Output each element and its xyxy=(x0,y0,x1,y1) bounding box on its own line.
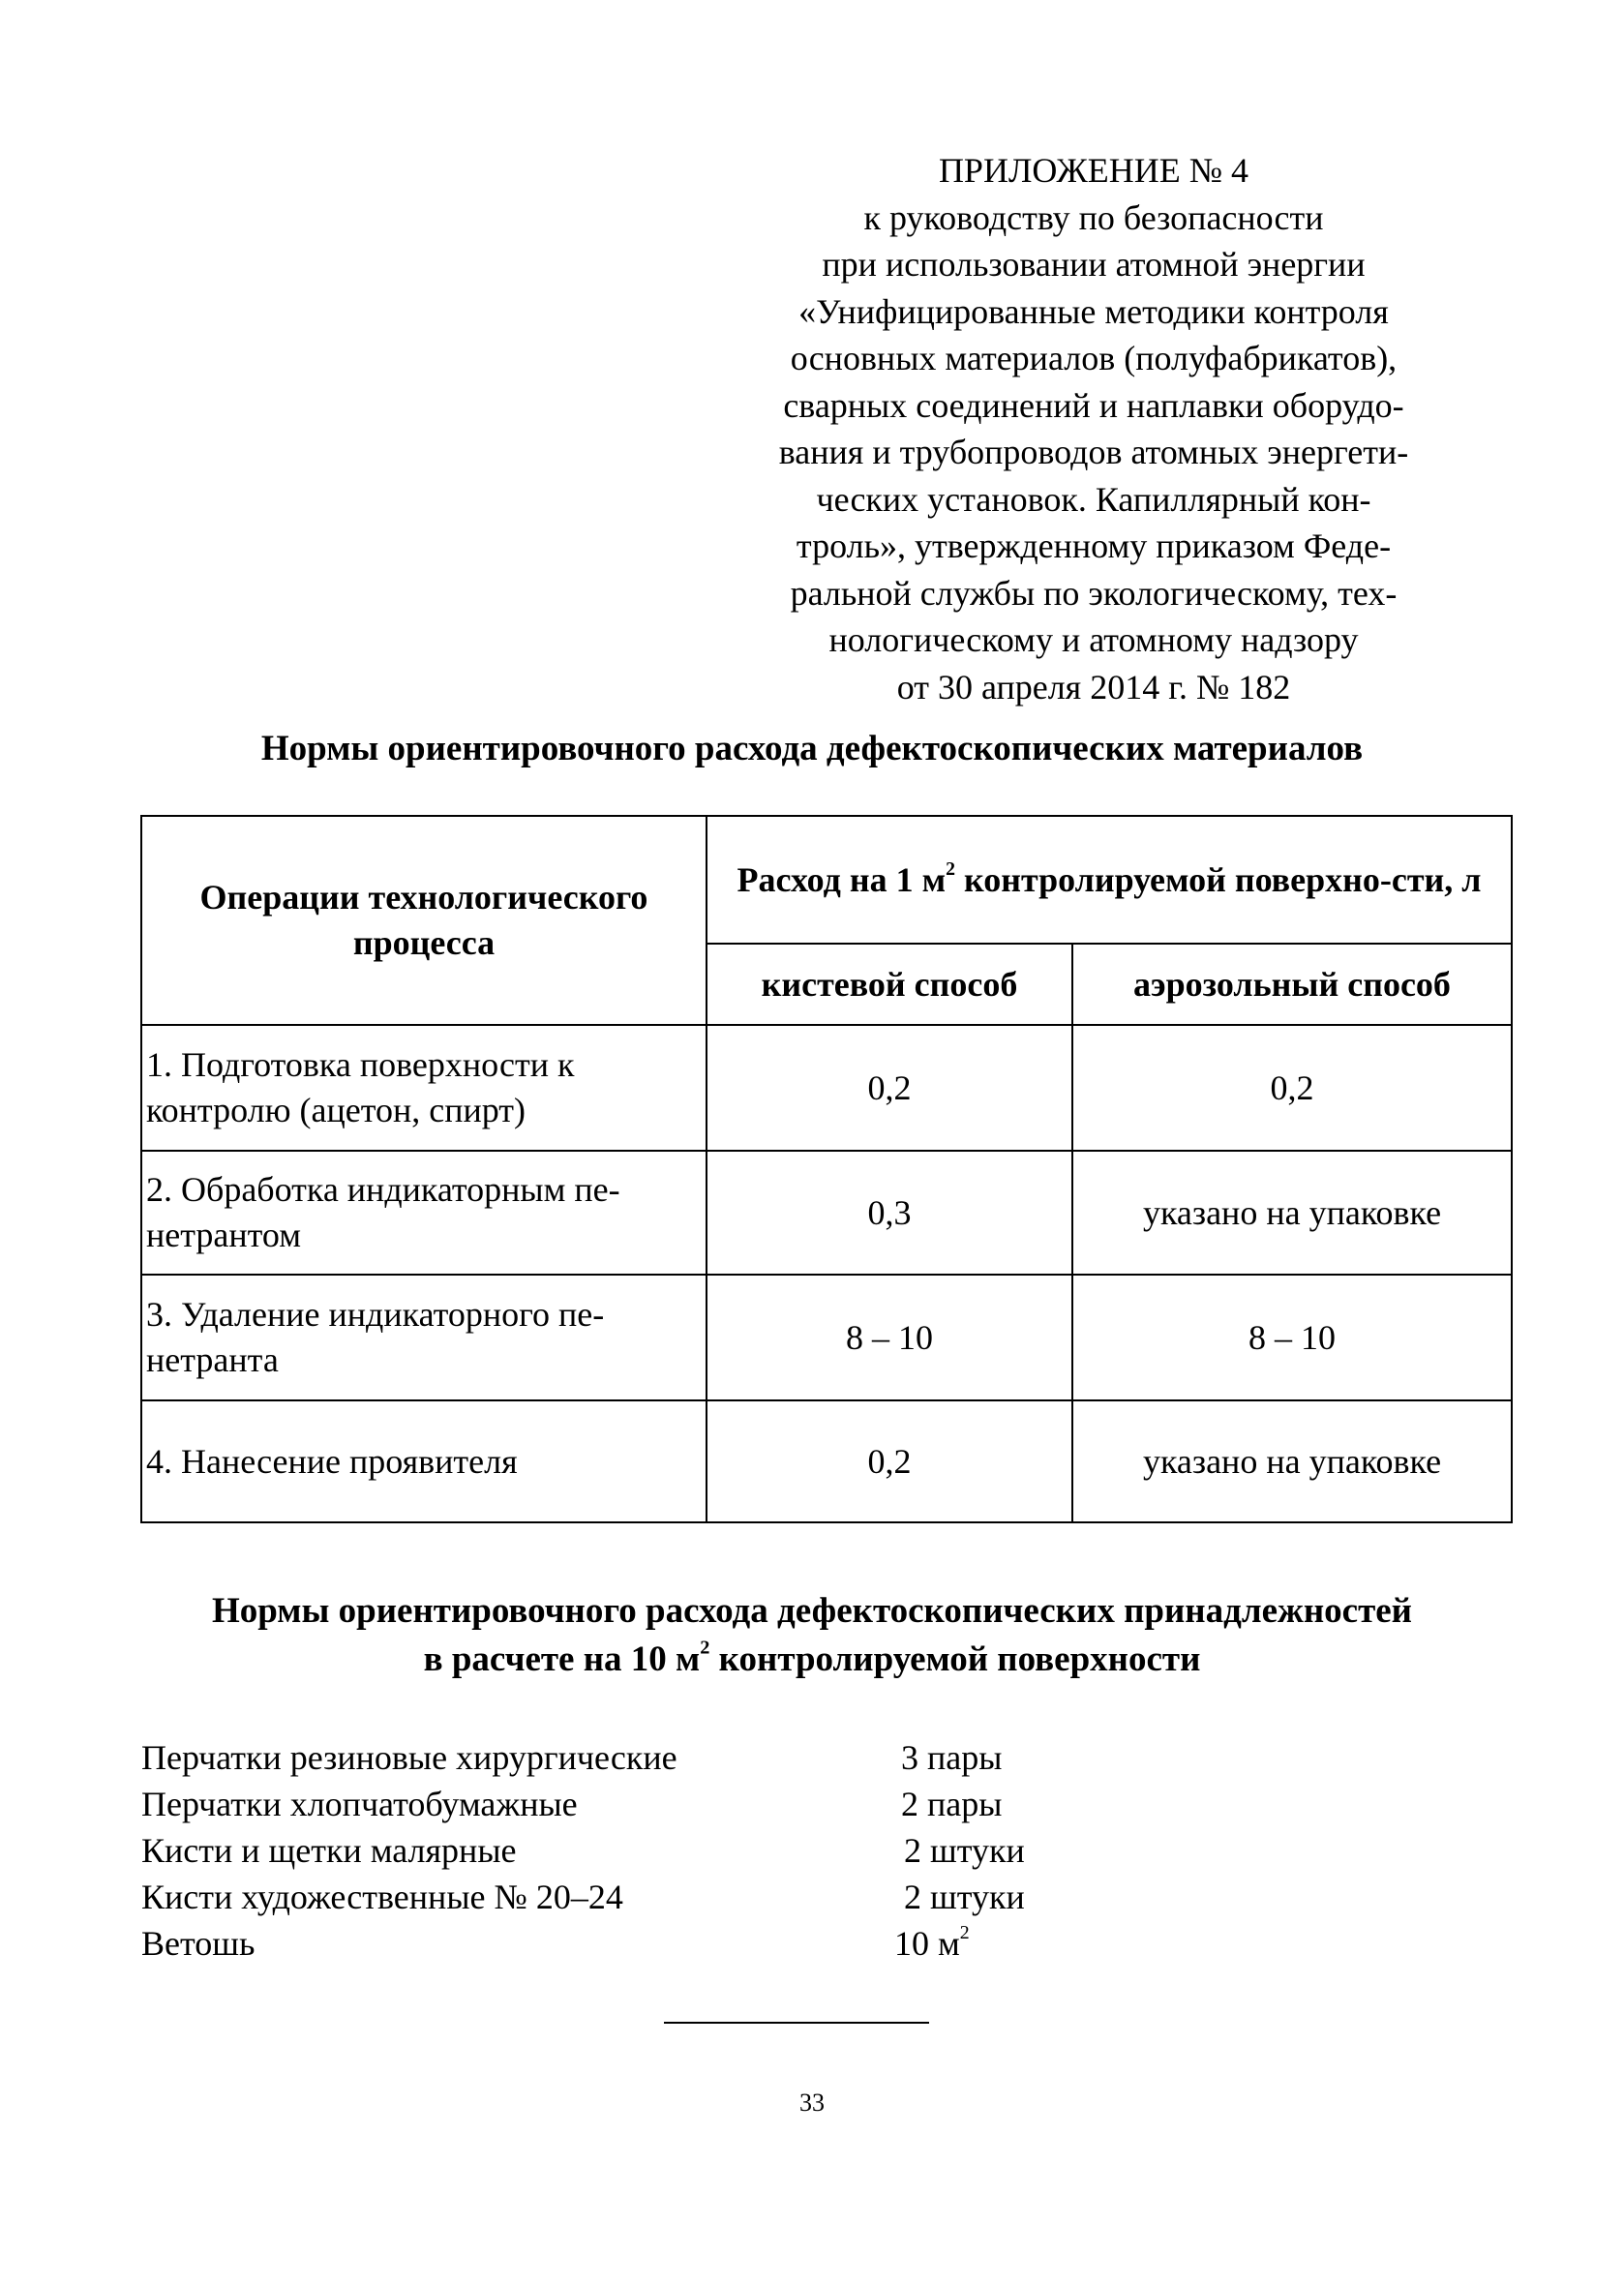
appendix-line: сварных соединений и наплавки оборудо- xyxy=(783,385,1404,425)
accessory-name: Перчатки резиновые хирургические xyxy=(141,1738,677,1777)
square-superscript: 2 xyxy=(700,1637,710,1659)
quantity-text: 2 штуки xyxy=(904,1878,1025,1916)
quantity-text: 10 м xyxy=(894,1924,960,1963)
brush-method-header: кистевой способ xyxy=(707,944,1072,1025)
consumption-header-text: Расход на 1 м xyxy=(737,859,947,899)
accessory-quantity xyxy=(901,1781,1002,1827)
appendix-line: ральной службы по экологическому, тех- xyxy=(790,573,1398,613)
aerosol-value-cell: указано на упаковке xyxy=(1072,1400,1512,1522)
accessory-name: Кисти художественные № 20–24 xyxy=(141,1878,623,1916)
appendix-line: ПРИЛОЖЕНИЕ № 4 xyxy=(938,151,1249,190)
brush-value-cell: 0,3 xyxy=(707,1151,1072,1275)
operation-cell: 3. Удаление индикаторного пе-нетранта xyxy=(141,1275,707,1400)
materials-consumption-table xyxy=(140,815,1513,1523)
operations-header-text: Операции технологического процесса xyxy=(199,878,648,962)
appendix-line: «Унифицированные методики контроля xyxy=(798,291,1389,331)
operation-cell: 1. Подготовка поверхности к контролю (ацетон, спирт) xyxy=(141,1025,707,1151)
square-superscript: 2 xyxy=(946,857,955,880)
table-row xyxy=(141,1275,1512,1400)
accessory-quantity xyxy=(901,1734,1002,1781)
accessory-name: Перчатки хлопчатобумажные xyxy=(141,1785,578,1823)
accessories-title-line2-rest: контролируемой поверхности xyxy=(709,1639,1201,1679)
table-row xyxy=(141,1025,1512,1151)
accessory-name: Ветошь xyxy=(141,1924,256,1963)
accessory-quantity xyxy=(894,1920,970,1967)
aerosol-method-header: аэрозольный способ xyxy=(1072,944,1512,1025)
materials-section-title xyxy=(0,725,1624,773)
appendix-reference xyxy=(774,147,1413,710)
materials-title-text: Нормы ориентировочного расхода дефектоскопических материалов xyxy=(260,729,1364,768)
accessory-quantity xyxy=(904,1874,1025,1920)
appendix-line: к руководству по безопасности xyxy=(863,197,1324,237)
appendix-line: вания и трубопроводов атомных энергети- xyxy=(778,433,1409,471)
quantity-text: 2 штуки xyxy=(904,1831,1025,1870)
table-header-row xyxy=(141,816,1512,944)
appendix-line: от 30 апреля 2014 г. № 182 xyxy=(896,667,1291,707)
operation-cell: 4. Нанесение проявителя xyxy=(141,1400,707,1522)
aerosol-value-cell: 0,2 xyxy=(1072,1025,1512,1151)
appendix-line: основных материалов (полуфабрикатов), xyxy=(790,339,1398,377)
accessory-quantity xyxy=(904,1827,1025,1874)
consumption-column-header xyxy=(707,816,1512,944)
page-number: 33 xyxy=(799,2089,825,2117)
operations-column-header xyxy=(141,816,707,1025)
appendix-line: ческих установок. Капиллярный кон- xyxy=(816,479,1371,519)
brush-value-cell: 8 – 10 xyxy=(707,1275,1072,1400)
appendix-line: при использовании атомной энергии xyxy=(822,245,1366,284)
quantity-superscript: 2 xyxy=(959,1922,970,1944)
table-row xyxy=(141,1151,1512,1275)
quantity-text: 2 пары xyxy=(901,1785,1003,1823)
appendix-line: нологическому и атомному надзору xyxy=(828,620,1359,659)
operation-cell: 2. Обработка индикаторным пе-нетрантом xyxy=(141,1151,707,1275)
brush-value-cell: 0,2 xyxy=(707,1400,1072,1522)
accessories-title-line2-text: в расчете на 10 м xyxy=(423,1639,701,1679)
accessories-section-title xyxy=(0,1587,1624,1684)
quantity-text: 3 пары xyxy=(901,1738,1003,1777)
accessory-name: Кисти и щетки малярные xyxy=(141,1831,517,1870)
footnote-divider xyxy=(664,2022,929,2024)
accessories-title-line2 xyxy=(0,1636,1624,1684)
consumption-header-text-rest: контролируемой поверхно-сти, л xyxy=(955,859,1482,899)
aerosol-value-cell: 8 – 10 xyxy=(1072,1275,1512,1400)
brush-value-cell: 0,2 xyxy=(707,1025,1072,1151)
table-row xyxy=(141,1400,1512,1522)
aerosol-value-cell: указано на упаковке xyxy=(1072,1151,1512,1275)
accessories-title-line1: Нормы ориентировочного расхода дефектоскопических принадлежностей xyxy=(212,1591,1412,1631)
appendix-line: троль», утвержденному приказом Феде- xyxy=(796,526,1392,565)
